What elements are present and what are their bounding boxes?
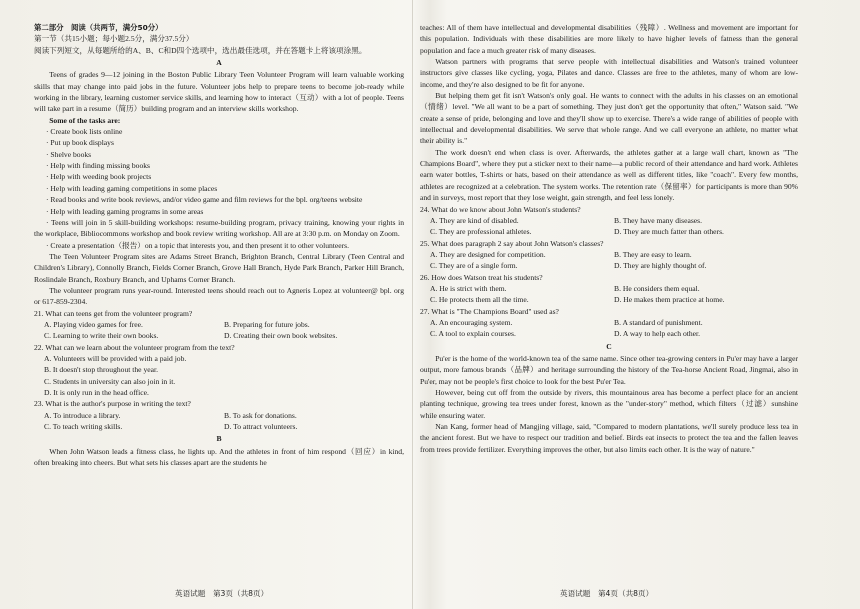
task-item: · Shelve books [46,149,92,159]
passage-b-continued: teaches: All of them have intellectual and developmental disabilities（残障）. Wellness and movement are important for this population. Individuals with these disabilities are more likely to have higher levels of fatness than the general population and face a much greater risk of many diseases. [420,23,798,55]
instructions: 阅读下列短文，从每题所给的A、B、C和D四个选项中，选出最佳选项，并在答题卡上将该项涂黑。 [34,45,367,55]
task-item: · Create book lists online [46,127,123,137]
passage-b-paragraph: But helping them get fit isn't Watson's only goal. He wants to connect with the adults in his classes on an emotional（情绪）level. "We all want to be a part of something. They just don't get the opportunity that often," Watson said. "We create a sense of pride, belonging and love and they'll show up to exercise. There's a wide range of abilities of people with intellectual and developmental disabilities. We serve that whole range. And we call everyone an athlete, no matter what their ability is." [420,91,798,146]
option: A. Volunteers will be provided with a paid job. [44,353,187,363]
question-23: 23. What is the author's purpose in writing the text? [34,399,191,409]
option: D. They are much fatter than others. [614,227,724,237]
option: B. They are easy to learn. [614,249,692,259]
section-subtitle: 第一节（共15小题；每小题2.5分，满分37.5分） [34,34,194,44]
task-item: · Help with leading gaming programs in some areas [46,206,204,216]
workshops-paragraph: · Teens will join in 5 skill-building workshops: resume-building program, privacy training, knowing your rights in the workplace, Bibliocommons workshop and book review writing workshop. All are at 3:30 p.m. on Monday on Zoom. [34,217,404,239]
option: B. They have many diseases. [614,215,703,225]
question-26-options [430,283,798,306]
option: C. Students in university can also join in it. [44,376,176,386]
option: D. To attract volunteers. [224,422,298,432]
option: D. A way to help each other. [614,329,701,339]
option: A. An encouraging system. [430,317,513,327]
question-23-options [44,410,404,433]
passage-c-paragraph: Nan Kang, former head of Mangjing village, said, "Compared to modern plantations, we'll surely produce less tea in the ancient forest. But we have to respect our tradition and belief. Birds eat insects to protect the tea and the fallen leaves from trees provide fertilizer. Everything improves the other, but also limits each other. It is the way of nature." [420,422,798,454]
presentation-paragraph: · Create a presentation（报告）on a topic that interests you, and then present it to other volunteers. [46,240,350,250]
question-25-options [430,249,798,272]
page-fold-line [412,0,413,609]
option: C. They are professional athletes. [430,227,532,237]
option: C. A tool to explain courses. [430,329,516,339]
option: B. A standard of punishment. [614,317,703,327]
option: A. He is strict with them. [430,283,507,293]
question-22: 22. What can we learn about the volunteer program from the text? [34,342,235,352]
passage-c-paragraph: However, being cut off from the outside by rivers, this mountainous area has become a perfect place for an ancient planting technique, growing tea trees under forest, known as the "under-story" method, which filters（过滤）sunshine while ensuring water. [420,388,798,420]
option: C. They are of a single form. [430,261,518,271]
task-item: · Read books and write book reviews, and/or video game and film reviews for the bpl. org/teens website [46,195,363,205]
task-item: · Help with leading gaming competitions in some places [46,183,218,193]
task-item: · Put up book displays [46,138,114,148]
option: D. He makes them practice at home. [614,295,725,305]
tasks-heading: Some of the tasks are: [49,115,121,125]
sites-paragraph: The Teen Volunteer Program sites are Adams Street Branch, Brighton Branch, Central Library (Teen Central and Children's Library), Connolly Branch, Fields Corner Branch, Grove Hall Branch, Hyde Park Branch, Parker Hill Branch, Roslindale Branch, Roxbury Branch, and Uphams Corner Branch. [34,251,404,284]
option: B. It doesn't stop throughout the year. [44,365,158,375]
option: D. Creating their own book websites. [224,331,338,341]
option: D. It is only run in the head office. [44,388,149,397]
passage-a-paragraph: Teens of grades 9—12 joining in the Boston Public Library Teen Volunteer Program will learn valuable working skills that may change into paid jobs in the future. Volunteer jobs help to prepare teens to become job-ready while working in the library, learning customer service skills, and learning how to interact（互动）with a lot of people. Teens will take part in a resume（简历）building program and an interview skills workshop. [34,70,404,114]
passage-b-paragraph: Watson partners with programs that serve people with intellectual disabilities and Watson's trained volunteer instructors give classes like cycling, yoga, Pilates and dance. Classes are free to the athletes, many of whom are low-income, and they're also designed to be fit for anyone. [420,57,798,89]
right-page [420,22,798,601]
question-24-options [430,215,798,238]
option: A. Playing video games for free. [44,319,143,329]
question-26: 26. How does Watson treat his students? [420,272,543,282]
question-21-options [44,319,404,342]
left-page [34,22,404,601]
option: A. They are kind of disabled. [430,215,519,225]
option: C. Learning to write their own books. [44,331,159,341]
task-item: · Help with weeding book projects [46,172,152,182]
option: A. They are designed for competition. [430,249,546,259]
question-27: 27. What is "The Champions Board" used as? [420,306,559,316]
page-footer-right: 英语试题 第4页（共8页） [560,589,654,598]
option: B. To ask for donations. [224,410,297,420]
option: D. They are highly thought of. [614,261,707,271]
option: C. He protects them all the time. [430,295,529,305]
section-title: 第二部分 阅读（共两节，满分50分） [34,23,163,32]
option: A. To introduce a library. [44,410,121,420]
question-25: 25. What does paragraph 2 say about John Watson's classes? [420,238,604,248]
option: B. Preparing for future jobs. [224,319,310,329]
passage-c-paragraph: Pu'er is the home of the world-known tea of the same name. Since other tea-growing centers in Pu'er may have a larger output, more famous brands（品牌）and heritage surrounding the history of the Tea-horse Ancient Road, Jingmai, also in Pu'er, may not be people's first choice to look for the best Pu'er Tea. [420,353,798,386]
question-21: 21. What can teens get from the volunteer program? [34,308,193,318]
passage-b-paragraph: When John Watson leads a fitness class, he lights up. And the athletes in front of him respond（回应）in kind, often breaking into cheers. But what sets his classes apart are the students he [34,446,404,468]
passage-b-paragraph: The work doesn't end when class is over. Afterwards, the athletes gather at a large wall chart, known as "The Champions Board", where they put a sticker next to their name—a public record of their attendance and hard work. Athletes earn water bottles, T-shirts or hats, based on their attendance as well as different titles, like "coach". Every few months, athletes are recognized at a celebration. The system works. The retention rate（保留率）for participants is more than 90% and in surveys, most report that they lose weight, gain strength, and feel less lonely. [420,147,798,203]
passage-a-label: A [216,58,222,68]
question-24: 24. What do we know about John Watson's students? [420,204,581,214]
page-footer-left: 英语试题 第3页（共8页） [175,589,269,598]
contact-paragraph: The volunteer program runs year-round. Interested teens should reach out to Agneris Lopez at volunteer@ bpl. org or 617-859-2304. [34,285,404,307]
option: C. To teach writing skills. [44,422,123,432]
option: B. He considers them equal. [614,283,700,293]
question-27-options [430,317,798,340]
task-item: · Help with finding missing books [46,161,150,171]
passage-b-label: B [216,434,222,444]
passage-c-label: C [606,341,612,351]
